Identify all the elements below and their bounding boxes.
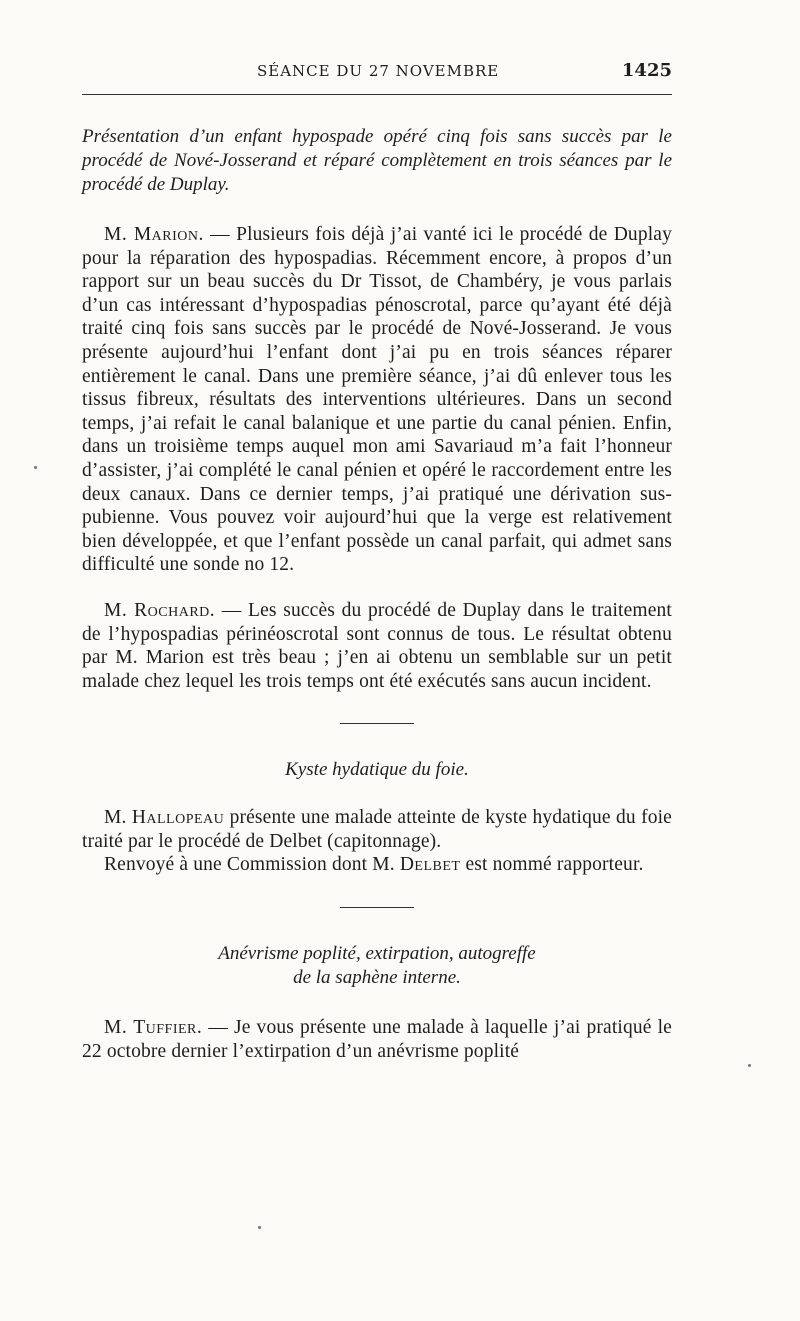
- section-separator: [340, 723, 414, 724]
- section-title-anevrisme: [82, 942, 672, 990]
- paragraph-tuffier: [82, 1016, 672, 1063]
- print-speck: [748, 1064, 751, 1067]
- paragraph-gap: [82, 577, 672, 599]
- speaker-tuffier: M. Tuffier.: [104, 1017, 203, 1039]
- speaker-delbet: Delbet: [399, 854, 461, 876]
- renvoye-text-b: est nommé rapporteur.: [460, 854, 644, 876]
- section-title-anevrisme-line1: Anévrisme poplité, extirpation, autogreffe: [218, 943, 536, 965]
- speaker-marion: M. Marion.: [104, 224, 204, 245]
- running-header: [82, 56, 672, 86]
- paragraph-marion-text: — Plusieurs fois déjà j’ai vanté ici le procédé de Duplay pour la réparation des hypospadias. Récemment encore, à propos d’un rapport sur un beau succès du Dr Tissot, de Chambéry, je vous parlais d’un cas intéressant d’hypospadias pénoscrotal, parce qu’ayant été déjà traité cinq fois sans succès par le procédé de Nové-Josserand. Je vous présente aujourd’hui l’enfant dont j’ai pu en trois séances réparer entièrement le canal. Dans une première séance, j’ai dû enlever tous les tissus fibreux, résultats des interventions ultérieures. Dans un second temps, j’ai refait le canal balanique et une partie du canal pénien. Enfin, dans un troisième temps auquel mon ami Savariaud m’a fait l’honneur d’assister, j’ai complété le canal pénien et opéré le raccordement entre les deux canaux. Dans ce dernier temps, j’ai pratiqué une dérivation sus-pubienne. Vous pouvez voir aujourd’hui que la verge est relativement bien développée, et que l’enfant possède un canal parfait, qui admet sans difficulté une sonde no 12.: [82, 224, 672, 576]
- paragraph-hallopeau: [82, 806, 672, 853]
- speaker-hallopeau: Hallopeau: [131, 807, 225, 829]
- paragraph-marion: [82, 223, 672, 577]
- print-speck: [34, 466, 37, 469]
- page-number: 1425: [621, 60, 672, 81]
- print-speck: [258, 1226, 261, 1229]
- paragraph-tuffier-text: — Je vous présente une malade à laquelle j’ai pratiqué le 22 octobre dernier l’extirpation d’un anévrisme poplité: [82, 1017, 672, 1062]
- speaker-rochard: M. Rochard.: [104, 599, 216, 621]
- paragraph-hallopeau-text: présente une malade atteinte de kyste hydatique du foie traité par le procédé de Delbet (capitonnage).: [82, 807, 672, 852]
- paragraph-rochard-text: — Les succès du procédé de Duplay dans le traitement de l’hypospadias périnéoscrotal sont connus de tous. Le résultat obtenu par M. Marion est très beau ; j’en ai obtenu un semblable sur un petit malade chez lequel les trois temps ont été exécutés sans aucun incident.: [82, 599, 672, 692]
- page: [82, 56, 672, 1063]
- renvoye-text-a: Renvoyé à une Commission dont M.: [104, 854, 400, 876]
- running-title: SÉANCE DU 27 NOVEMBRE: [257, 62, 500, 80]
- section-title-hypospade: Présentation d’un enfant hypospade opéré cinq fois sans succès par le procédé de Nové-Josserand et réparé complètement en trois séances par le procédé de Duplay.: [82, 126, 672, 195]
- header-rule: [82, 94, 672, 95]
- section-title-anevrisme-line2: de la saphène interne.: [293, 967, 461, 989]
- section-title-kyste: Kyste hydatique du foie.: [285, 759, 469, 781]
- hallopeau-prefix: M.: [104, 807, 132, 829]
- section-separator: [340, 907, 414, 908]
- paragraph-renvoye: [82, 853, 672, 877]
- paragraph-rochard: [82, 599, 672, 693]
